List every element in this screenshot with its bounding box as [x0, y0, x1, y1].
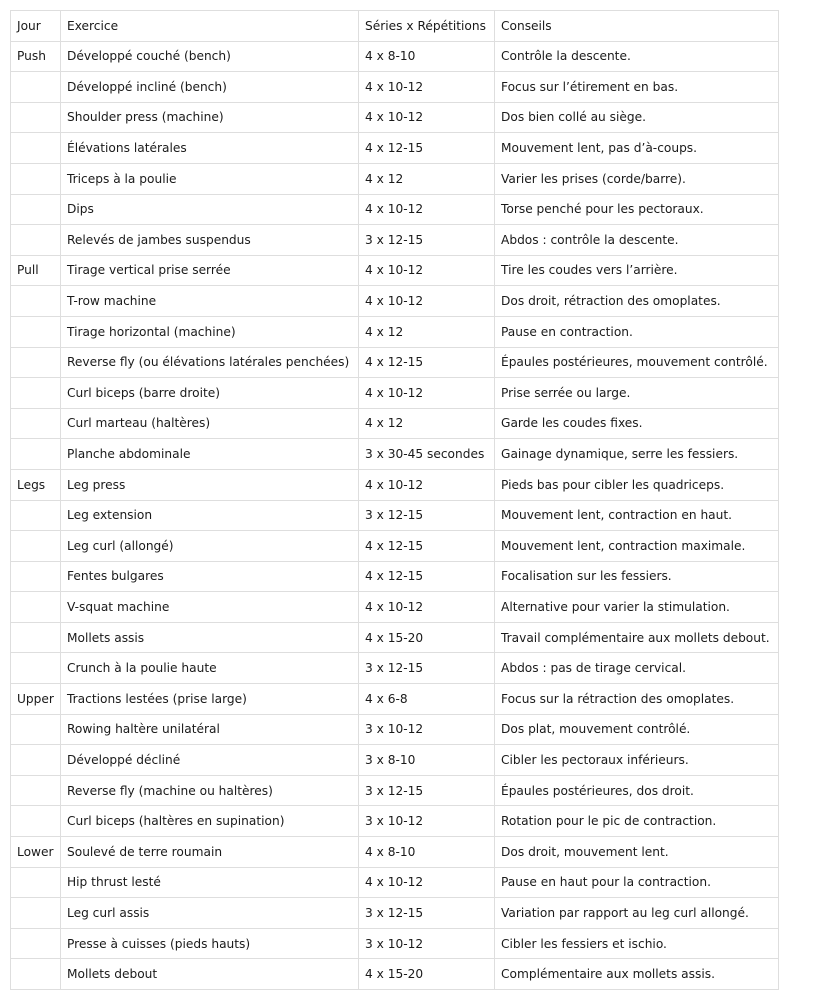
cell-exercise: Fentes bulgares	[61, 561, 359, 592]
cell-tip: Mouvement lent, contraction maximale.	[495, 531, 779, 562]
cell-sets: 4 x 8-10	[359, 41, 495, 72]
cell-exercise: Tirage vertical prise serrée	[61, 255, 359, 286]
cell-day	[11, 408, 61, 439]
cell-day	[11, 163, 61, 194]
cell-exercise: Reverse fly (machine ou haltères)	[61, 775, 359, 806]
header-conseils: Conseils	[495, 11, 779, 42]
cell-exercise: Développé couché (bench)	[61, 41, 359, 72]
cell-exercise: Curl biceps (haltères en supination)	[61, 806, 359, 837]
cell-exercise: Crunch à la poulie haute	[61, 653, 359, 684]
cell-day	[11, 347, 61, 378]
cell-day	[11, 653, 61, 684]
cell-tip: Complémentaire aux mollets assis.	[495, 959, 779, 990]
table-row	[11, 898, 779, 929]
header-exercice: Exercice	[61, 11, 359, 42]
table-row	[11, 806, 779, 837]
cell-day	[11, 133, 61, 164]
cell-day	[11, 806, 61, 837]
cell-tip: Alternative pour varier la stimulation.	[495, 592, 779, 623]
cell-exercise: Développé décliné	[61, 745, 359, 776]
table-row	[11, 439, 779, 470]
table-row	[11, 959, 779, 990]
cell-tip: Torse penché pour les pectoraux.	[495, 194, 779, 225]
cell-tip: Focalisation sur les fessiers.	[495, 561, 779, 592]
cell-exercise: Curl biceps (barre droite)	[61, 378, 359, 409]
table-row	[11, 347, 779, 378]
table-row	[11, 684, 779, 715]
table-row	[11, 592, 779, 623]
cell-exercise: Dips	[61, 194, 359, 225]
cell-sets: 4 x 10-12	[359, 255, 495, 286]
cell-exercise: Presse à cuisses (pieds hauts)	[61, 928, 359, 959]
cell-day	[11, 775, 61, 806]
cell-sets: 3 x 12-15	[359, 653, 495, 684]
cell-exercise: Tractions lestées (prise large)	[61, 684, 359, 715]
cell-sets: 4 x 10-12	[359, 867, 495, 898]
cell-sets: 3 x 10-12	[359, 714, 495, 745]
table-row	[11, 255, 779, 286]
cell-tip: Tire les coudes vers l’arrière.	[495, 255, 779, 286]
cell-tip: Mouvement lent, pas d’à-coups.	[495, 133, 779, 164]
cell-sets: 4 x 6-8	[359, 684, 495, 715]
cell-day	[11, 72, 61, 103]
cell-day	[11, 102, 61, 133]
cell-tip: Prise serrée ou large.	[495, 378, 779, 409]
cell-sets: 4 x 10-12	[359, 469, 495, 500]
table-row	[11, 531, 779, 562]
cell-exercise: Leg curl assis	[61, 898, 359, 929]
cell-day: Legs	[11, 469, 61, 500]
table-row	[11, 837, 779, 868]
cell-day: Pull	[11, 255, 61, 286]
cell-sets: 4 x 10-12	[359, 194, 495, 225]
table-row	[11, 653, 779, 684]
cell-tip: Pause en haut pour la contraction.	[495, 867, 779, 898]
cell-exercise: Mollets debout	[61, 959, 359, 990]
table-row	[11, 72, 779, 103]
cell-day	[11, 500, 61, 531]
table-row	[11, 867, 779, 898]
cell-exercise: Mollets assis	[61, 622, 359, 653]
cell-sets: 3 x 12-15	[359, 225, 495, 256]
cell-sets: 4 x 10-12	[359, 286, 495, 317]
cell-exercise: Planche abdominale	[61, 439, 359, 470]
table-row	[11, 102, 779, 133]
cell-sets: 3 x 8-10	[359, 745, 495, 776]
cell-exercise: Relevés de jambes suspendus	[61, 225, 359, 256]
cell-tip: Abdos : pas de tirage cervical.	[495, 653, 779, 684]
cell-tip: Garde les coudes fixes.	[495, 408, 779, 439]
cell-exercise: Shoulder press (machine)	[61, 102, 359, 133]
table-row	[11, 225, 779, 256]
cell-sets: 4 x 12	[359, 163, 495, 194]
table-row	[11, 928, 779, 959]
cell-exercise: Curl marteau (haltères)	[61, 408, 359, 439]
cell-day	[11, 531, 61, 562]
cell-tip: Dos bien collé au siège.	[495, 102, 779, 133]
cell-sets: 3 x 12-15	[359, 775, 495, 806]
cell-tip: Contrôle la descente.	[495, 41, 779, 72]
cell-exercise: Leg curl (allongé)	[61, 531, 359, 562]
cell-tip: Cibler les fessiers et ischio.	[495, 928, 779, 959]
cell-tip: Épaules postérieures, dos droit.	[495, 775, 779, 806]
cell-day	[11, 439, 61, 470]
table-header-row	[11, 11, 779, 42]
cell-sets: 3 x 10-12	[359, 806, 495, 837]
cell-day	[11, 745, 61, 776]
cell-sets: 4 x 10-12	[359, 72, 495, 103]
cell-day	[11, 286, 61, 317]
cell-tip: Varier les prises (corde/barre).	[495, 163, 779, 194]
cell-sets: 4 x 12-15	[359, 347, 495, 378]
cell-tip: Mouvement lent, contraction en haut.	[495, 500, 779, 531]
cell-day	[11, 867, 61, 898]
table-row	[11, 163, 779, 194]
cell-tip: Pieds bas pour cibler les quadriceps.	[495, 469, 779, 500]
cell-tip: Dos droit, rétraction des omoplates.	[495, 286, 779, 317]
cell-sets: 3 x 12-15	[359, 500, 495, 531]
table-row	[11, 286, 779, 317]
table-row	[11, 408, 779, 439]
cell-tip: Pause en contraction.	[495, 316, 779, 347]
cell-tip: Abdos : contrôle la descente.	[495, 225, 779, 256]
cell-sets: 4 x 12-15	[359, 561, 495, 592]
header-series: Séries x Répétitions	[359, 11, 495, 42]
cell-tip: Focus sur la rétraction des omoplates.	[495, 684, 779, 715]
cell-exercise: V-squat machine	[61, 592, 359, 623]
cell-exercise: Développé incliné (bench)	[61, 72, 359, 103]
cell-sets: 4 x 10-12	[359, 102, 495, 133]
cell-tip: Rotation pour le pic de contraction.	[495, 806, 779, 837]
cell-day	[11, 225, 61, 256]
cell-tip: Dos plat, mouvement contrôlé.	[495, 714, 779, 745]
cell-sets: 4 x 12	[359, 408, 495, 439]
cell-exercise: Reverse fly (ou élévations latérales penchées)	[61, 347, 359, 378]
cell-tip: Focus sur l’étirement en bas.	[495, 72, 779, 103]
table-row	[11, 133, 779, 164]
cell-day	[11, 714, 61, 745]
cell-exercise: Triceps à la poulie	[61, 163, 359, 194]
table-row	[11, 41, 779, 72]
cell-sets: 4 x 8-10	[359, 837, 495, 868]
cell-exercise: Élévations latérales	[61, 133, 359, 164]
table-row	[11, 194, 779, 225]
cell-sets: 4 x 10-12	[359, 378, 495, 409]
cell-day: Push	[11, 41, 61, 72]
cell-day	[11, 959, 61, 990]
cell-day	[11, 622, 61, 653]
cell-sets: 3 x 30-45 secondes	[359, 439, 495, 470]
table-row	[11, 714, 779, 745]
cell-day	[11, 316, 61, 347]
cell-sets: 4 x 15-20	[359, 959, 495, 990]
cell-exercise: T-row machine	[61, 286, 359, 317]
cell-exercise: Soulevé de terre roumain	[61, 837, 359, 868]
cell-day	[11, 592, 61, 623]
workout-table	[10, 10, 779, 990]
table-row	[11, 561, 779, 592]
cell-exercise: Tirage horizontal (machine)	[61, 316, 359, 347]
cell-sets: 3 x 12-15	[359, 898, 495, 929]
table-row	[11, 469, 779, 500]
table-row	[11, 775, 779, 806]
cell-day	[11, 898, 61, 929]
cell-sets: 4 x 15-20	[359, 622, 495, 653]
cell-exercise: Leg extension	[61, 500, 359, 531]
cell-sets: 4 x 12-15	[359, 531, 495, 562]
cell-sets: 4 x 12-15	[359, 133, 495, 164]
table-row	[11, 316, 779, 347]
cell-day	[11, 378, 61, 409]
cell-tip: Dos droit, mouvement lent.	[495, 837, 779, 868]
cell-tip: Travail complémentaire aux mollets debout.	[495, 622, 779, 653]
cell-sets: 4 x 12	[359, 316, 495, 347]
cell-day	[11, 928, 61, 959]
cell-exercise: Hip thrust lesté	[61, 867, 359, 898]
cell-day: Lower	[11, 837, 61, 868]
cell-exercise: Leg press	[61, 469, 359, 500]
cell-tip: Épaules postérieures, mouvement contrôlé.	[495, 347, 779, 378]
cell-exercise: Rowing haltère unilatéral	[61, 714, 359, 745]
table-row	[11, 745, 779, 776]
cell-sets: 3 x 10-12	[359, 928, 495, 959]
cell-day	[11, 561, 61, 592]
cell-sets: 4 x 10-12	[359, 592, 495, 623]
workout-table-container	[10, 10, 779, 990]
cell-tip: Variation par rapport au leg curl allongé.	[495, 898, 779, 929]
cell-day	[11, 194, 61, 225]
header-jour: Jour	[11, 11, 61, 42]
cell-tip: Cibler les pectoraux inférieurs.	[495, 745, 779, 776]
table-row	[11, 500, 779, 531]
table-body	[11, 41, 779, 989]
table-row	[11, 622, 779, 653]
cell-day: Upper	[11, 684, 61, 715]
cell-tip: Gainage dynamique, serre les fessiers.	[495, 439, 779, 470]
table-row	[11, 378, 779, 409]
